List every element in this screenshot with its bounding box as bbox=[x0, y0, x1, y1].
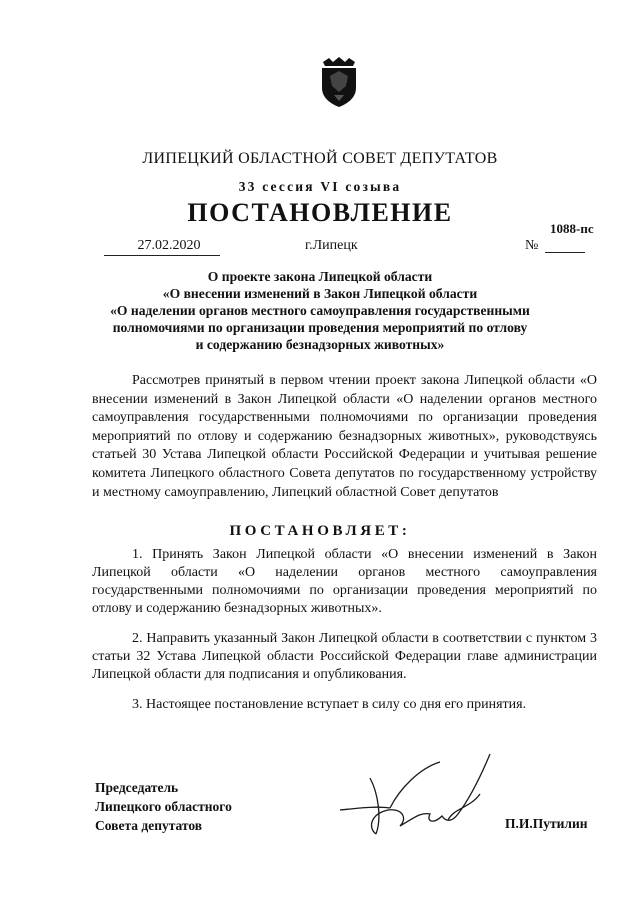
signer-name: П.И.Путилин bbox=[505, 816, 588, 831]
number-field bbox=[525, 236, 585, 253]
document-number: 1088-пс bbox=[550, 221, 594, 236]
resolution-item: 1. Принять Закон Липецкой области «О внесении изменений в Закон Липецкой области «О наделении органов местного самоуправления государственными полномочиями по организации проведения мероприятий по отлову и содержанию безнадзорных животных». bbox=[92, 547, 597, 616]
chair-line: Совета депутатов bbox=[95, 818, 203, 833]
date-underline bbox=[104, 255, 220, 256]
resolves-heading: ПОСТАНОВЛЯЕТ: bbox=[229, 523, 411, 539]
coat-of-arms-icon bbox=[319, 56, 359, 108]
resolution-item: 3. Настоящее постановление вступает в силу со дня его принятия. bbox=[132, 697, 527, 712]
handwritten-signature bbox=[330, 748, 510, 838]
preamble-paragraph: Рассмотрев принятый в первом чтении проект закона Липецкой области «О внесении изменений в Закон Липецкой области «О наделении органов местного самоуправления государственными полномочиями по организации проведения мероприятий по отлову и содержанию безнадзорных животных», руководствуясь статьей 30 Устава Липецкой области Российской Федерации и учитывая решение комитета Липецкого областного Совета депутатов по государственному устройству и местному самоуправлению, Липецкий областной Совет депутатов bbox=[92, 373, 597, 500]
date-field bbox=[104, 238, 220, 256]
council-name: ЛИПЕЦКИЙ ОБЛАСТНОЙ СОВЕТ ДЕПУТАТОВ bbox=[142, 150, 498, 167]
title-line: и содержанию безнадзорных животных» bbox=[195, 337, 445, 352]
document-date: 27.02.2020 bbox=[137, 238, 201, 253]
document-type: ПОСТАНОВЛЕНИЕ bbox=[187, 198, 453, 227]
title-line: полномочиями по организации проведения мероприятий по отлову bbox=[112, 320, 528, 335]
chair-line: Липецкого областного bbox=[95, 799, 232, 814]
document-title bbox=[80, 268, 560, 353]
title-line: О проекте закона Липецкой области bbox=[207, 269, 433, 284]
preamble bbox=[92, 372, 597, 502]
resolution-items bbox=[92, 546, 597, 726]
session-info: 33 сессия VI созыва bbox=[238, 179, 402, 194]
number-sign: № bbox=[525, 238, 539, 253]
resolution-item: 2. Направить указанный Закон Липецкой области в соответствии с пунктом 3 статьи 32 Устава Липецкой области Российской Федерации главе администрации Липецкой области для подписания и опубликования. bbox=[92, 631, 597, 682]
title-line: «О внесении изменений в Закон Липецкой области bbox=[162, 286, 478, 301]
chair-line: Председатель bbox=[95, 780, 179, 795]
number-underline bbox=[545, 252, 585, 253]
document-city: г.Липецк bbox=[305, 238, 358, 253]
title-line: «О наделении органов местного самоуправления государственными bbox=[110, 303, 530, 318]
chair-title bbox=[95, 778, 232, 835]
